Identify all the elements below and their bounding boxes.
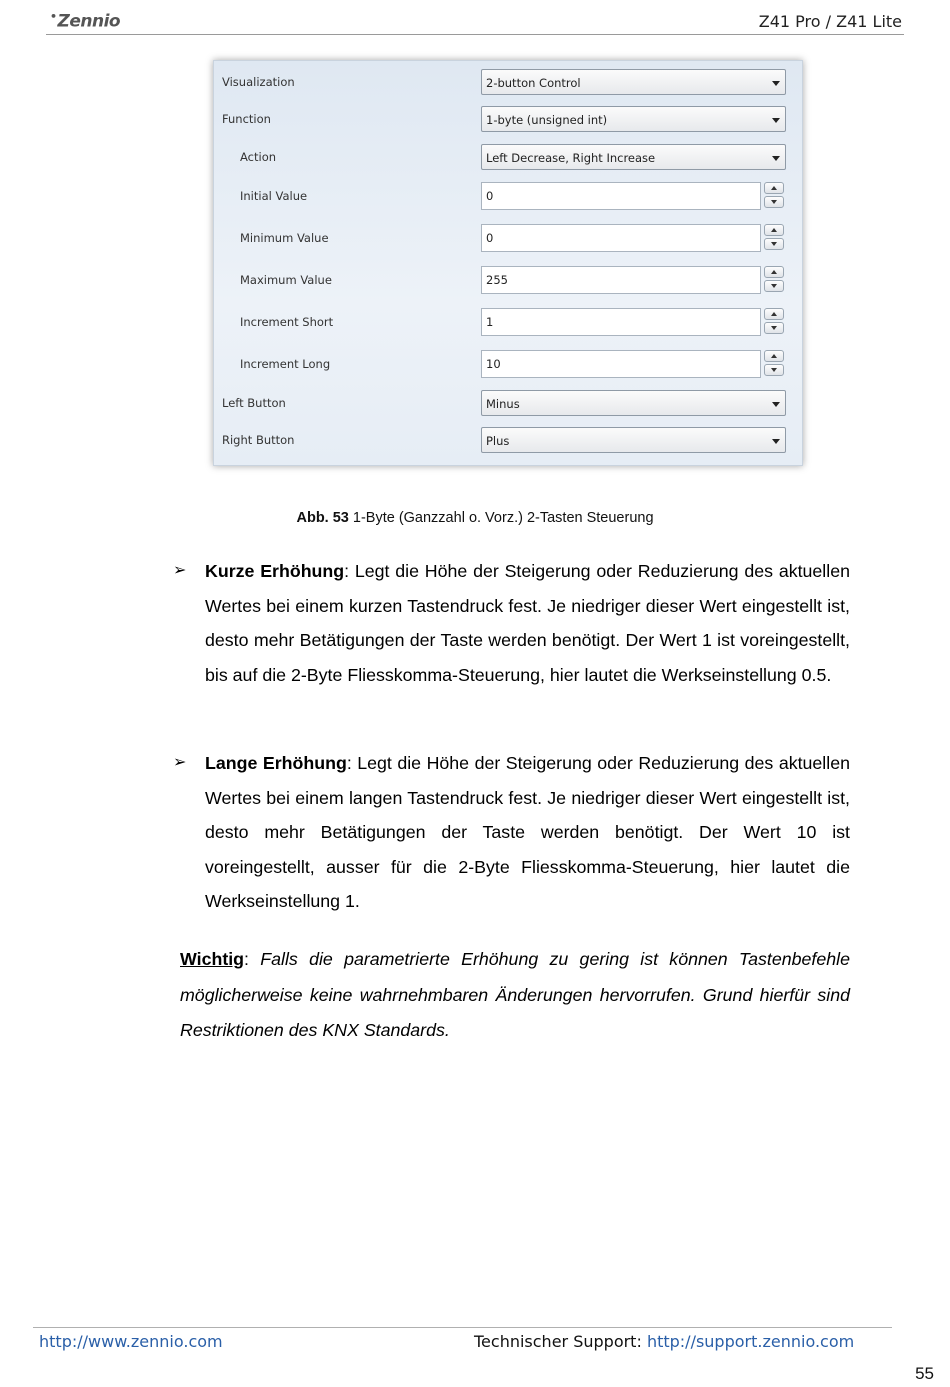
param-label: Left Button [222,396,286,410]
increment-short-stepper[interactable] [481,308,786,334]
number-value: 0 [486,231,494,245]
support-label: Technischer Support: [474,1332,647,1351]
important-note [180,942,850,1049]
spin-down-icon[interactable] [764,238,784,250]
param-row-maximum-value [214,266,802,296]
dropdown-value: Left Decrease, Right Increase [486,151,656,165]
bullet-description: : Legt die Höhe der Steigerung oder Reduzierung des aktuellen Wertes bei einem langen Tastendruck fest. Je niedriger dieser Wert eingestellt ist, desto mehr Betätigungen der Taste werden benötigt. Der Wert 10 ist voreingestellt, ausser für die 2-Byte Fliesskomma-Steuerung, hier lautet die Werkseinstellung 1. [205,753,850,911]
minimum-value-stepper[interactable] [481,224,786,250]
document-title: Z41 Pro / Z41 Lite [758,12,902,31]
bullet-text [205,554,850,692]
arrow-bullet-icon: ➢ [173,562,187,579]
param-label: Action [240,150,277,164]
footer-divider [33,1327,892,1328]
right-button-select[interactable] [481,427,786,453]
bullet-term: Kurze Erhöhung [205,561,345,581]
number-value: 10 [486,357,501,371]
logo-text: Zennio [57,11,121,32]
spin-down-icon[interactable] [764,322,784,334]
param-label: Increment Short [240,315,334,329]
param-row-increment-long [214,350,802,380]
param-row-left-button [214,390,802,420]
bullet-text [205,746,850,919]
dropdown-box[interactable] [481,144,786,170]
caption-prefix: Abb. 53 [296,510,349,526]
param-label: Right Button [222,433,295,447]
function-select[interactable] [481,106,786,132]
support-link[interactable]: http://support.zennio.com [646,1332,855,1351]
chevron-down-icon[interactable] [772,156,780,161]
arrow-bullet-icon: ➢ [173,754,187,771]
number-value: 0 [486,189,494,203]
spin-up-icon[interactable] [764,224,784,236]
number-value: 255 [486,273,508,287]
dropdown-value: Minus [486,397,520,411]
left-button-select[interactable] [481,390,786,416]
dropdown-value: 1-byte (unsigned int) [486,113,608,127]
increment-long-stepper[interactable] [481,350,786,376]
initial-value-stepper[interactable] [481,182,786,208]
bullet-kurze-erhoehung [173,554,850,692]
chevron-down-icon[interactable] [772,439,780,444]
param-label: Function [222,112,271,126]
website-link[interactable]: http://www.zennio.com [39,1332,223,1351]
spin-up-icon[interactable] [764,182,784,194]
bullet-description: : Legt die Höhe der Steigerung oder Reduzierung des aktuellen Wertes bei einem kurzen Tastendruck fest. Je niedriger dieser Wert eingestellt ist, desto mehr Betätigungen der Taste werden benötigt. Der Wert 1 ist voreingestellt, bis auf die 2-Byte Fliesskomma-Steuerung, hier lautet die Werkseinstellung 0.5. [205,561,850,685]
spin-down-icon[interactable] [764,280,784,292]
spin-up-icon[interactable] [764,266,784,278]
spin-up-icon[interactable] [764,350,784,362]
figure-caption [0,510,950,526]
spin-down-icon[interactable] [764,196,784,208]
caption-text: 1-Byte (Ganzzahl o. Vorz.) 2-Tasten Steuerung [348,510,654,526]
number-value: 1 [486,315,494,329]
number-input[interactable] [481,350,761,378]
param-row-function [214,106,802,136]
page-number: 55 [915,1364,934,1383]
param-label: Initial Value [240,189,308,203]
param-row-increment-short [214,308,802,338]
header-divider [46,34,904,35]
parameter-screenshot [213,60,803,466]
dropdown-box[interactable] [481,390,786,416]
dropdown-box[interactable] [481,106,786,132]
dropdown-box[interactable] [481,69,786,95]
maximum-value-stepper[interactable] [481,266,786,292]
number-input[interactable] [481,224,761,252]
number-input[interactable] [481,308,761,336]
param-label: Visualization [222,75,295,89]
visualization-select[interactable] [481,69,786,95]
bullet-lange-erhoehung [173,746,850,919]
chevron-down-icon[interactable] [772,118,780,123]
param-row-initial-value [214,182,802,212]
note-separator: : [244,949,261,969]
dropdown-value: 2-button Control [486,76,581,90]
param-row-visualization [214,69,802,99]
spin-up-icon[interactable] [764,308,784,320]
param-label: Maximum Value [240,273,332,287]
dropdown-value: Plus [486,434,510,448]
param-row-minimum-value [214,224,802,254]
note-text: Falls die parametrierte Erhöhung zu gering ist können Tastenbefehle möglicherweise keine wahrnehmbaren Änderungen hervorrufen. Grund hierfür sind Restriktionen des KNX Standards. [180,949,850,1040]
dropdown-box[interactable] [481,427,786,453]
chevron-down-icon[interactable] [772,402,780,407]
chevron-down-icon[interactable] [772,81,780,86]
spin-down-icon[interactable] [764,364,784,376]
number-input[interactable] [481,182,761,210]
logo-dot-icon: • [50,10,57,23]
action-select[interactable] [481,144,786,170]
bullet-term: Lange Erhöhung [205,753,347,773]
param-row-right-button [214,427,802,457]
support-info [474,1332,854,1351]
param-label: Increment Long [240,357,331,371]
zennio-logo [50,10,120,32]
note-label: Wichtig [180,949,245,969]
number-input[interactable] [481,266,761,294]
param-row-action [214,144,802,174]
param-label: Minimum Value [240,231,329,245]
